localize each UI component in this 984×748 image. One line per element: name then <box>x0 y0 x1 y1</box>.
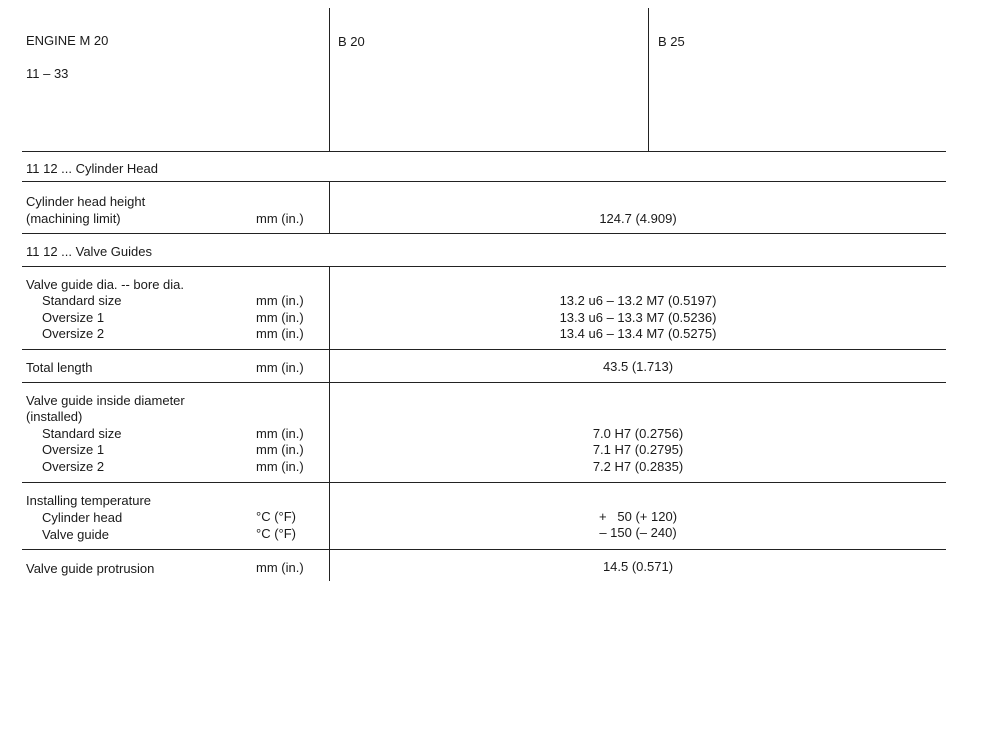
row-value: + 50 (+ 120) <box>598 509 678 524</box>
unit-label: mm (in.) <box>256 293 304 308</box>
rule <box>22 266 946 267</box>
row-value: 13.3 u6 – 13.3 M7 (0.5236) <box>559 310 717 325</box>
sub-label-valve-guide: Valve guide <box>42 527 109 542</box>
row-value: – 150 (– 240) <box>599 525 677 540</box>
rule <box>22 233 946 234</box>
rule <box>22 181 946 182</box>
unit-label: mm (in.) <box>256 360 304 375</box>
column-divider <box>329 267 330 349</box>
sub-label-oversize-1: Oversize 1 <box>42 442 105 457</box>
engine-title: ENGINE M 20 <box>26 33 109 48</box>
row-label: Cylinder head height <box>26 194 146 209</box>
unit-label: mm (in.) <box>256 426 304 441</box>
sub-label-oversize-1: Oversize 1 <box>42 310 105 325</box>
column-divider <box>329 550 330 581</box>
page-number: 11 – 33 <box>26 66 69 81</box>
sub-label-standard: Standard size <box>42 426 122 441</box>
row-value: 13.2 u6 – 13.2 M7 (0.5197) <box>559 293 717 308</box>
unit-label: mm (in.) <box>256 442 304 457</box>
unit-label: mm (in.) <box>256 459 304 474</box>
sub-label-oversize-2: Oversize 2 <box>42 459 105 474</box>
section-title-cylinder-head: 11 12 ... Cylinder Head <box>26 161 158 176</box>
column-b20-header: B 20 <box>338 34 365 49</box>
column-divider <box>329 383 330 482</box>
unit-label: mm (in.) <box>256 310 304 325</box>
row-value: 43.5 (1.713) <box>602 359 674 374</box>
row-value: 7.1 H7 (0.2795) <box>592 442 684 457</box>
rule <box>22 549 946 550</box>
unit-label: °C (°F) <box>256 509 296 524</box>
row-value: 7.2 H7 (0.2835) <box>592 459 684 474</box>
rule <box>22 151 946 152</box>
row-label: Installing temperature <box>26 493 152 508</box>
row-label: Valve guide dia. -- bore dia. <box>26 277 185 292</box>
column-b25-header: B 25 <box>658 34 685 49</box>
rule <box>22 349 946 350</box>
column-divider <box>329 182 330 233</box>
row-label: Valve guide protrusion <box>26 561 155 576</box>
row-label: (installed) <box>26 409 83 424</box>
unit-label: °C (°F) <box>256 526 296 541</box>
rule <box>22 382 946 383</box>
unit-label: mm (in.) <box>256 560 304 575</box>
column-divider <box>329 350 330 382</box>
row-value: 13.4 u6 – 13.4 M7 (0.5275) <box>559 326 717 341</box>
rule <box>22 482 946 483</box>
row-value: 14.5 (0.571) <box>602 559 674 574</box>
sub-label-oversize-2: Oversize 2 <box>42 326 105 341</box>
section-title-valve-guides: 11 12 ... Valve Guides <box>26 244 152 259</box>
header-divider-right <box>648 8 649 151</box>
row-value: 124.7 (4.909) <box>599 211 677 226</box>
unit-label: mm (in.) <box>256 326 304 341</box>
column-divider <box>329 483 330 549</box>
unit-label: mm (in.) <box>256 211 304 226</box>
row-label: (machining limit) <box>26 211 121 226</box>
sub-label-standard: Standard size <box>42 293 122 308</box>
sub-label-cylinder-head: Cylinder head <box>42 510 123 525</box>
row-label: Valve guide inside diameter <box>26 393 185 408</box>
header-divider-left <box>329 8 330 151</box>
row-label: Total length <box>26 360 93 375</box>
row-value: 7.0 H7 (0.2756) <box>592 426 684 441</box>
